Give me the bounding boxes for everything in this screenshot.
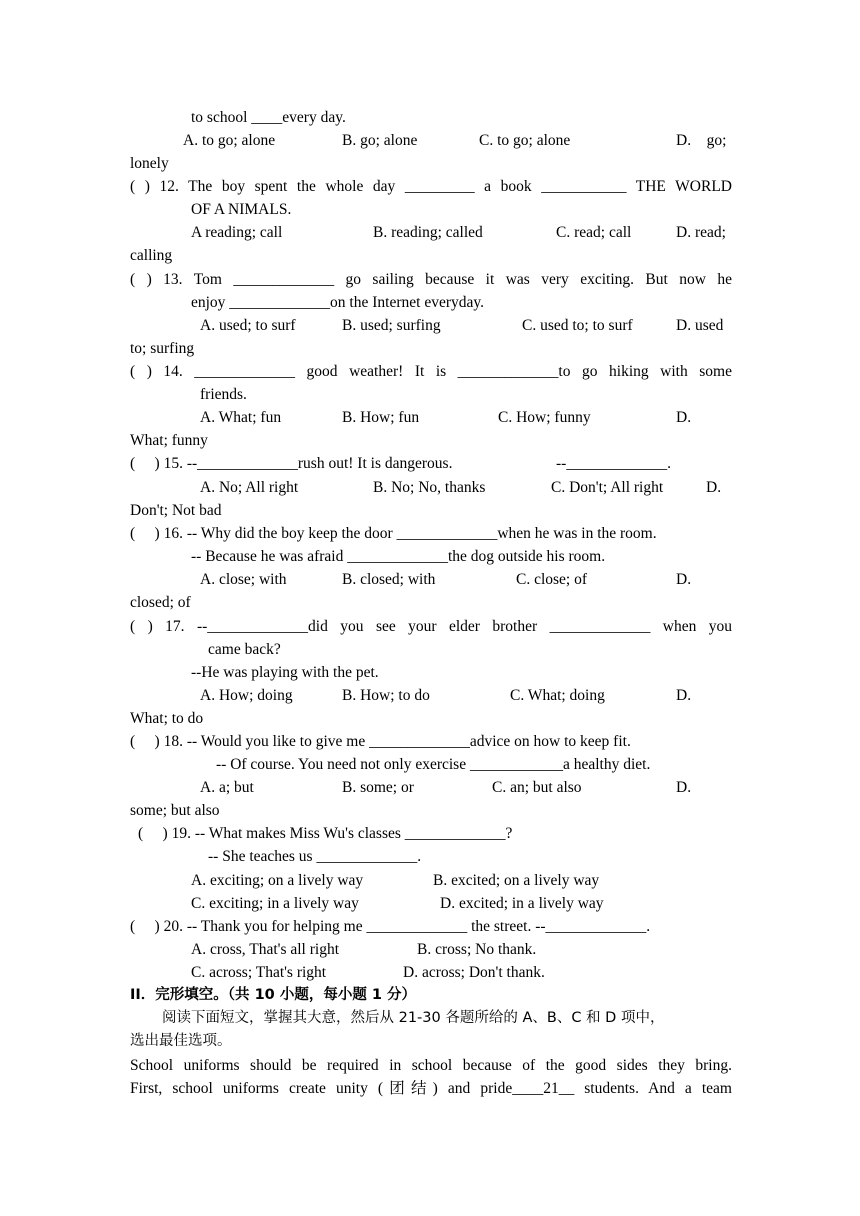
q19-stem: ( ) 19. -- What makes Miss Wu's classes _____________? — [138, 825, 513, 842]
q15-option-d: D. — [706, 479, 722, 496]
q12-option-d-wrap: calling — [130, 247, 173, 264]
q17-option-b: B. How; to do — [342, 687, 430, 704]
q15-option-d-wrap: Don't; Not bad — [130, 502, 222, 519]
q11-option-d: D. go; — [676, 132, 727, 149]
q17-stem-wrap: came back? — [208, 641, 281, 658]
q12-option-b: B. reading; called — [373, 224, 483, 241]
q17-option-a: A. How; doing — [200, 687, 293, 704]
q18-option-a: A. a; but — [200, 779, 254, 796]
q12-option-d: D. read; — [676, 224, 726, 241]
section-heading: II．完形填空。（共 10 小题，每小题 1 分） — [130, 987, 416, 1003]
q20-option-c: C. across; That's right — [191, 964, 327, 981]
q14-stem: ( ) 14. _____________ good weather! It is _____________to go hiking with some — [130, 363, 732, 380]
q19-reply: -- She teaches us _____________. — [208, 848, 422, 865]
q19-option-c: C. exciting; in a lively way — [191, 895, 359, 912]
q13-option-d: D. used — [676, 317, 724, 334]
q18-option-d-wrap: some; but also — [130, 802, 220, 819]
q13-option-c: C. used to; to surf — [522, 317, 633, 334]
q15-reply: --_____________. — [556, 455, 671, 472]
q18-reply: -- Of course. You need not only exercise ____________a healthy diet. — [216, 756, 651, 773]
q19-option-a: A. exciting; on a lively way — [191, 872, 364, 889]
q16-stem: ( ) 16. -- Why did the boy keep the door _____________when he was in the room. — [130, 525, 657, 542]
q12-option-a: A reading; call — [191, 224, 283, 241]
q14-option-d-wrap: What; funny — [130, 432, 208, 449]
q14-option-a: A. What; fun — [200, 409, 282, 426]
q20-stem: ( ) 20. -- Thank you for helping me _____________ the street. --_____________. — [130, 918, 651, 935]
q19-option-b: B. excited; on a lively way — [433, 872, 600, 889]
q13-stem: ( ) 13. Tom _____________ go sailing because it was very exciting. But now he — [130, 271, 732, 288]
q12-stem-wrap: OF A NIMALS. — [191, 201, 292, 218]
q12-option-c: C. read; call — [556, 224, 632, 241]
q13-option-d-wrap: to; surfing — [130, 340, 195, 357]
q11-option-c: C. to go; alone — [479, 132, 571, 149]
q18-option-c: C. an; but also — [492, 779, 582, 796]
q14-option-b: B. How; fun — [342, 409, 420, 426]
q18-stem: ( ) 18. -- Would you like to give me _____________advice on how to keep fit. — [130, 733, 631, 750]
q12-stem: ( ) 12. The boy spent the whole day _________ a book ___________ THE WORLD — [130, 178, 732, 195]
q16-option-d: D. — [676, 571, 692, 588]
q11-option-b: B. go; alone — [342, 132, 418, 149]
q18-option-d: D. — [676, 779, 692, 796]
q20-option-d: D. across; Don't thank. — [403, 964, 545, 981]
q15-option-b: B. No; No, thanks — [373, 479, 486, 496]
q11-option-d-wrap: lonely — [130, 155, 169, 172]
q15-option-a: A. No; All right — [200, 479, 299, 496]
q16-option-a: A. close; with — [200, 571, 287, 588]
q15-option-c: C. Don't; All right — [551, 479, 664, 496]
q19-option-d: D. excited; in a lively way — [440, 895, 604, 912]
q11-continuation: to school ____every day. — [191, 109, 346, 126]
passage-line-2: First, school uniforms create unity (团结) and pride____21__ students. And a team — [130, 1080, 732, 1097]
q15-stem: ( ) 15. --_____________rush out! It is dangerous. — [130, 455, 453, 472]
q13-stem-wrap: enjoy _____________on the Internet everyday. — [191, 294, 484, 311]
q13-option-a: A. used; to surf — [200, 317, 296, 334]
section-instructions-wrap: 选出最佳选项。 — [130, 1033, 232, 1049]
q17-reply: --He was playing with the pet. — [191, 664, 379, 681]
q20-option-a: A. cross, That's all right — [191, 941, 340, 958]
q14-option-d: D. — [676, 409, 692, 426]
q13-option-b: B. used; surfing — [342, 317, 441, 334]
q17-option-d: D. — [676, 687, 692, 704]
q20-option-b: B. cross; No thank. — [417, 941, 537, 958]
q18-option-b: B. some; or — [342, 779, 414, 796]
q17-stem: ( ) 17. --_____________did you see your elder brother _____________ when you — [130, 618, 732, 635]
q16-option-d-wrap: closed; of — [130, 594, 191, 611]
q17-option-c: C. What; doing — [510, 687, 605, 704]
section-instructions: 阅读下面短文，掌握其大意，然后从 21-30 各题所给的 A、B、C 和 D 项中， — [162, 1010, 665, 1026]
q16-option-b: B. closed; with — [342, 571, 436, 588]
passage-line-1: School uniforms should be required in school because of the good sides they bring. — [130, 1057, 732, 1074]
q14-option-c: C. How; funny — [498, 409, 591, 426]
q16-option-c: C. close; of — [516, 571, 588, 588]
q16-reply: -- Because he was afraid _____________the dog outside his room. — [191, 548, 606, 565]
q17-option-d-wrap: What; to do — [130, 710, 204, 727]
q14-stem-wrap: friends. — [200, 386, 247, 403]
q11-option-a: A. to go; alone — [183, 132, 276, 149]
